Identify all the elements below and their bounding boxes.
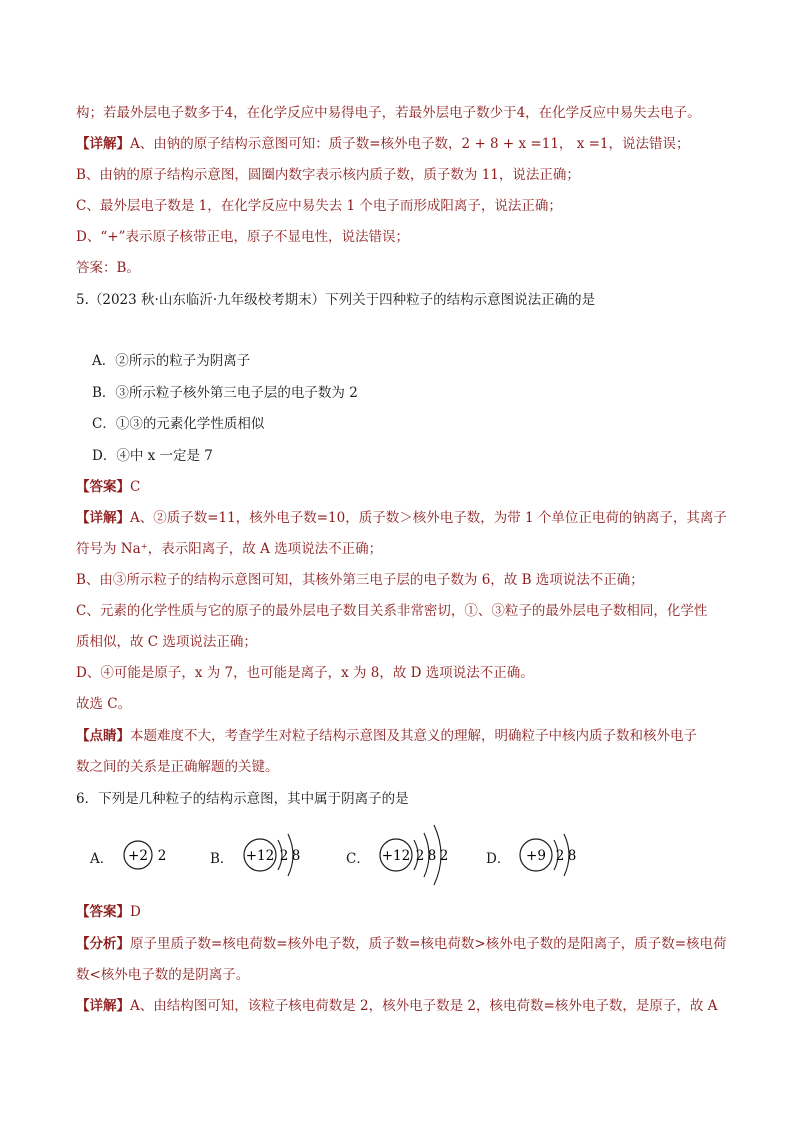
detail-line-c: C、最外层电子数是 1，在化学反应中易失去 1 个电子而形成阳离子，说法正确；: [76, 198, 562, 214]
diagram-d-label: D．: [486, 851, 511, 867]
diagram-b-label: B．: [210, 851, 234, 867]
diagram-c: [376, 815, 466, 895]
nucleus-charge: +12: [381, 848, 411, 864]
q5-detail-7: 故选 C。: [76, 696, 132, 712]
shell-count: 8: [427, 848, 437, 864]
q5-option-d: D．④中 x 一定是 7: [92, 448, 213, 464]
shell-count: 2: [157, 848, 167, 864]
detail-line-d: D、“+”表示原子核带正电，原子不显电性，说法错误；: [76, 229, 409, 245]
detail-line-a: [76, 135, 690, 153]
detail-text: A、由钠的原子结构示意图可知：质子数=核外电子数，2 + 8 + x =11， x =1，说法错误；: [130, 136, 690, 152]
answer-value: D: [130, 904, 141, 920]
q6-diagrams: [76, 815, 596, 895]
analysis-1: [76, 935, 727, 953]
analysis-2: 数<核外电子数的是阴离子。: [76, 967, 250, 983]
answer-value: C: [130, 479, 141, 495]
q5-option-c: C．①③的元素化学性质相似: [92, 416, 265, 432]
shell-count: 8: [291, 848, 301, 864]
shell-count: 8: [567, 848, 577, 864]
diagram-a-label: A．: [90, 851, 114, 867]
answer-tag: 【答案】: [76, 904, 130, 920]
q5-detail-5: 质相似，故 C 选项说法正确；: [76, 634, 257, 650]
q6-detail-1: [76, 997, 717, 1015]
text-line-1: 构；若最外层电子数多于4，在化学反应中易得电子，若最外层电子数少于4，在化学反应中易失去电子。: [76, 105, 701, 121]
q5-detail-1: [76, 509, 727, 527]
diagram-b: [240, 820, 320, 890]
diagram-d: [516, 820, 596, 890]
q5-answer: [76, 478, 140, 496]
nucleus-charge: +2: [128, 848, 148, 864]
detail-tag: 【详解】: [76, 136, 130, 152]
detail-text: A、由结构图可知，该粒子核电荷数是 2，核外电子数是 2，核电荷数=核外电子数，是原子，故 A: [130, 998, 718, 1014]
shell-count: 2: [555, 848, 565, 864]
answer-line: 答案：B。: [76, 260, 140, 276]
detail-text: A、②质子数=11，核外电子数=10，质子数＞核外电子数，为带 1 个单位正电荷的钠离子，其离子: [130, 510, 727, 526]
detail-line-b: B、由钠的原子结构示意图，圆圈内数字表示核内质子数，质子数为 11，说法正确；: [76, 167, 580, 183]
q6-answer: [76, 903, 141, 921]
diagram-a: [120, 825, 180, 885]
detail-tag: 【详解】: [76, 998, 130, 1014]
dianjing-1: [76, 727, 697, 745]
q5-detail-4: C、元素的化学性质与它的原子的最外层电子数目关系非常密切，①、③粒子的最外层电子数相同，化学性: [76, 603, 708, 619]
q5-option-b: B．③所示粒子核外第三电子层的电子数为 2: [92, 385, 358, 401]
shell-count: 2: [415, 848, 425, 864]
diagram-c-label: C．: [346, 851, 370, 867]
detail-tag: 【详解】: [76, 510, 130, 526]
q5-option-a: A．②所示的粒子为阴离子: [92, 353, 251, 369]
question-6: 6．下列是几种粒子的结构示意图，其中属于阴离子的是: [76, 791, 409, 807]
dianjing-text: 本题难度不大，考查学生对粒子结构示意图及其意义的理解，明确粒子中核内质子数和核外电子: [130, 728, 697, 744]
shell-count: 2: [279, 848, 289, 864]
q5-detail-2: 符号为 Na⁺，表示阳离子，故 A 选项说法不正确；: [76, 541, 383, 557]
q5-detail-6: D、④可能是原子，x 为 7，也可能是离子，x 为 8，故 D 选项说法不正确。: [76, 665, 534, 681]
question-5: 5.（2023 秋·山东临沂·九年级校考期末）下列关于四种粒子的结构示意图说法正确的是: [76, 292, 596, 308]
dianjing-tag: 【点睛】: [76, 728, 130, 744]
q5-detail-3: B、由③所示粒子的结构示意图可知，其核外第三电子层的电子数为 6，故 B 选项说法不正确；: [76, 572, 644, 588]
nucleus-charge: +12: [245, 848, 275, 864]
dianjing-2: 数之间的关系是正确解题的关键。: [76, 759, 279, 775]
shell-count: 2: [439, 848, 449, 864]
answer-tag: 【答案】: [76, 479, 130, 495]
nucleus-charge: +9: [526, 848, 546, 864]
analysis-tag: 【分析】: [76, 936, 130, 952]
analysis-text: 原子里质子数=核电荷数=核外电子数，质子数=核电荷数>核外电子数的是阳离子，质子数=核电荷: [130, 936, 727, 952]
